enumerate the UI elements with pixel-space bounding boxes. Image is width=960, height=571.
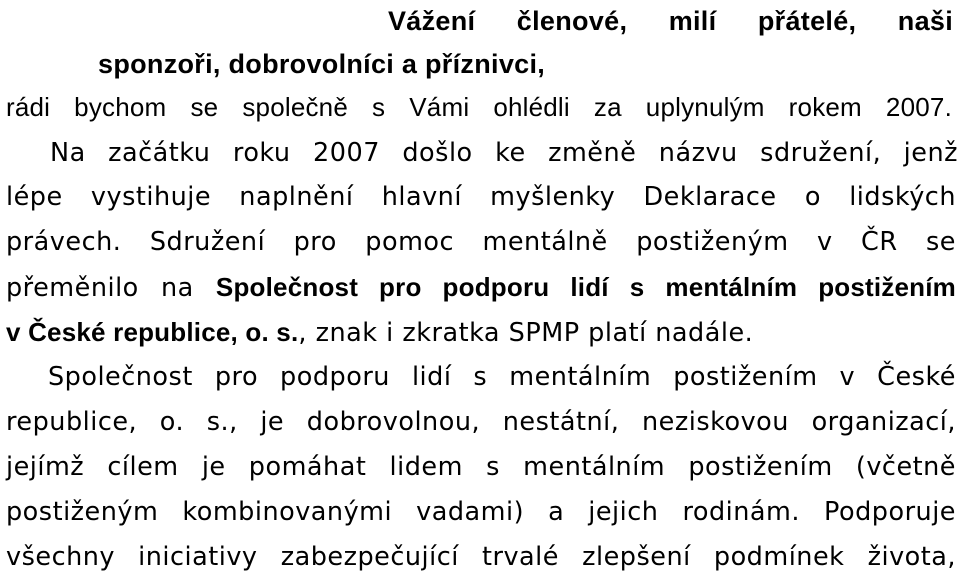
paragraph-2-line-4: postiženým kombinovanými vadami) a jejich rodinám. Podporuje — [6, 497, 956, 527]
paragraph-1-line-4 — [6, 264, 956, 310]
greeting-line-2: sponzoři, dobrovolníci a příznivci, — [98, 49, 546, 79]
paragraph-1-line-3: právech. Sdružení pro pomoc mentálně postiženým v ČR se — [6, 227, 956, 257]
paragraph-1-line-1: Na začátku roku 2007 došlo ke změně názvu sdružení, jenž — [50, 138, 958, 168]
greeting-line-3: rádi bychom se společně s Vámi ohlédli za uplynulým rokem 2007. — [6, 92, 952, 122]
paragraph-1-line-4-prefix: přeměnilo na — [6, 273, 216, 303]
paragraph-1-line-2: lépe vystihuje naplnění hlavní myšlenky Deklarace o lidských — [6, 182, 956, 212]
paragraph-2-line-1: Společnost pro podporu lidí s mentálním postižením v České — [48, 362, 956, 392]
paragraph-1-line-5 — [6, 309, 956, 355]
organization-name-bold: Společnost pro podporu lidí s mentálním postižením — [215, 272, 956, 302]
paragraph-2-line-2: republice, o. s., je dobrovolnou, nestátní, neziskovou organizací, — [6, 407, 956, 437]
organization-name-bold-continued: v České republice, o. s. — [6, 317, 299, 347]
paragraph-1-line-5-suffix: , znak i zkratka SPMP platí nadále. — [298, 318, 754, 348]
paragraph-2-line-3: jejímž cílem je pomáhat lidem s mentálním postižením (včetně — [6, 452, 956, 482]
greeting-line-1: Vážení členové, milí přátelé, naši — [388, 6, 953, 36]
paragraph-2-line-5: všechny iniciativy zabezpečující trvalé zlepšení podmínek života, — [6, 542, 956, 571]
